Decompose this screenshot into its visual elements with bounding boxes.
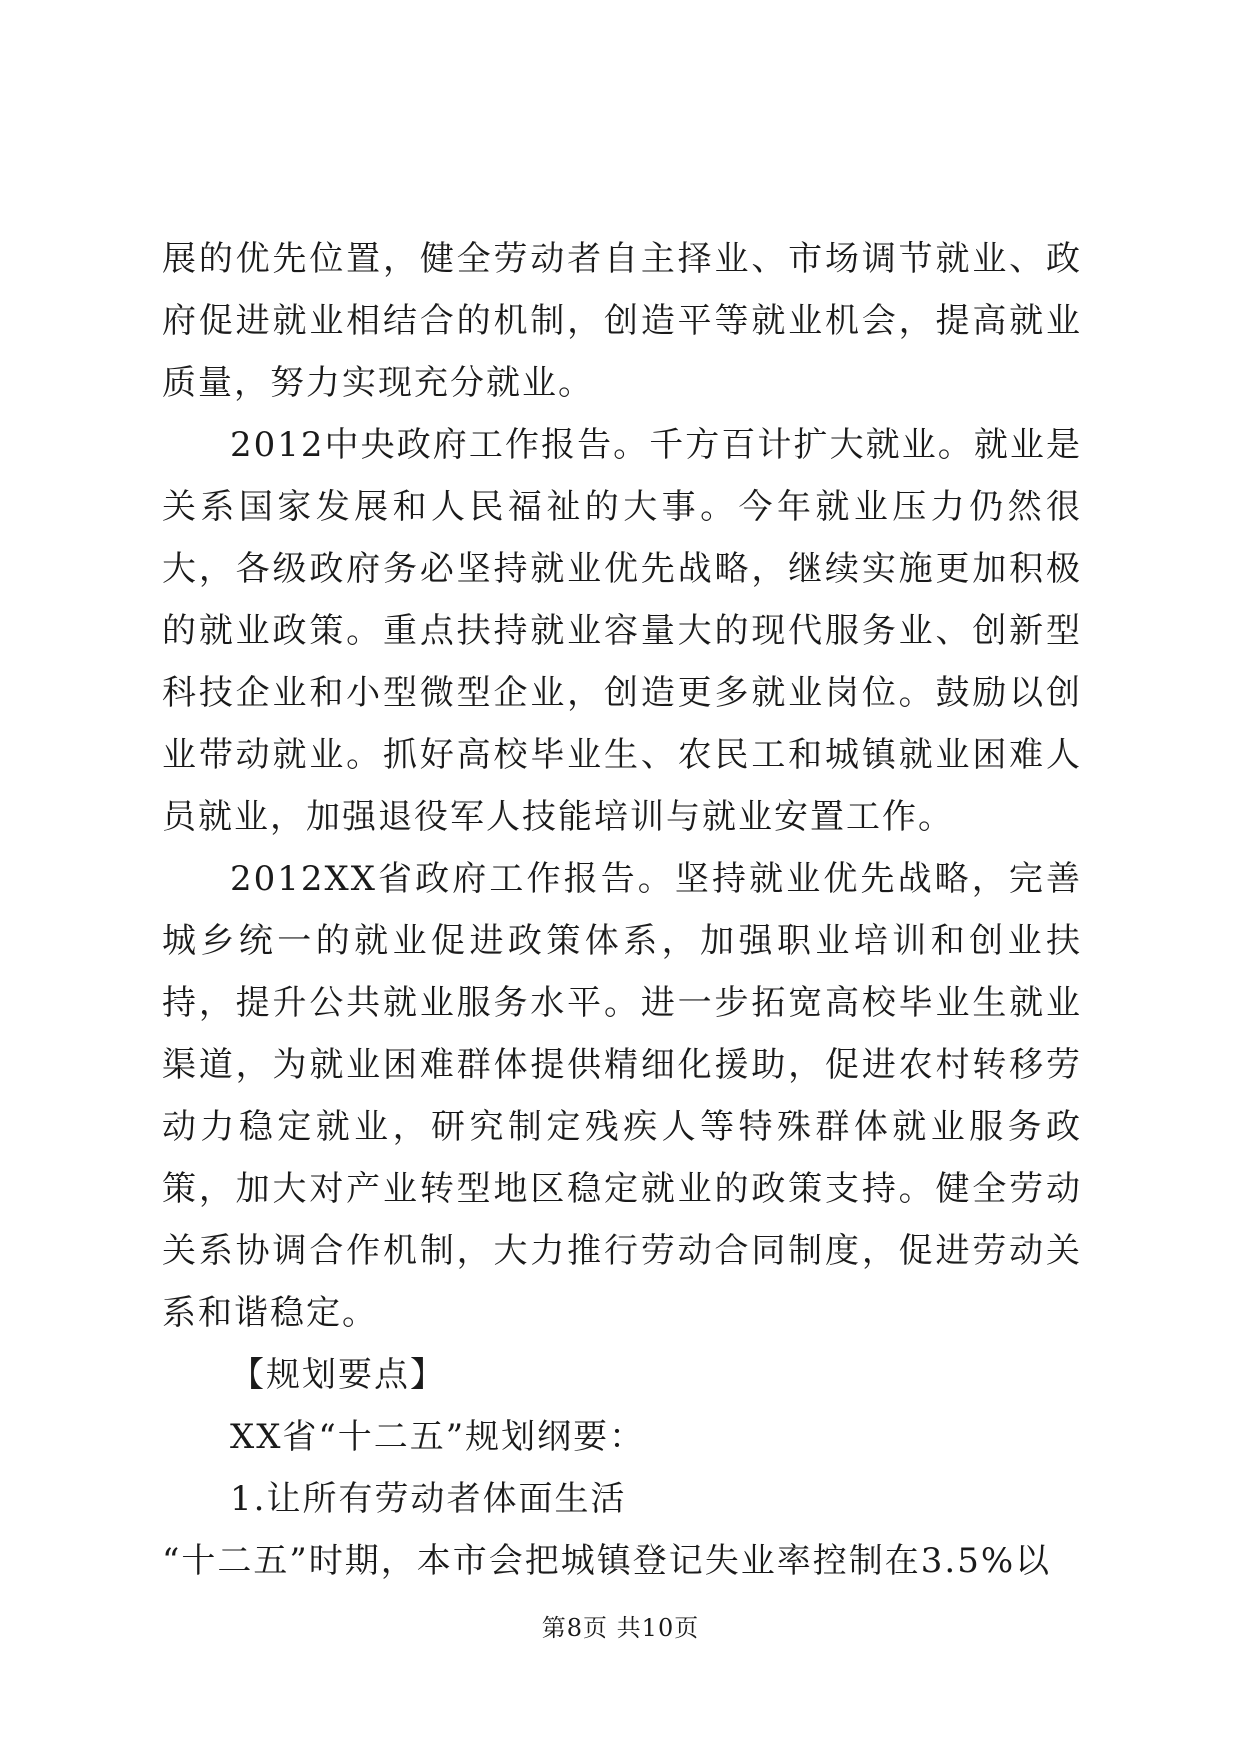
paragraph-central-government-report: 2012中央政府工作报告。千方百计扩大就业。就业是关系国家发展和人民福祉的大事。今年就业压力仍然很大，各级政府务必坚持就业优先战略，继续实施更加积极的就业政策。重点扶持就业容量大的现代服务业、创新型科技企业和小型微型企业，创造更多就业岗位。鼓励以创业带动就业。抓好高校毕业生、农民工和城镇就业困难人员就业，加强退役军人技能培训与就业安置工作。 [162,425,1082,837]
paragraph-provincial-government-report: 2012XX省政府工作报告。坚持就业优先战略，完善城乡统一的就业促进政策体系，加强职业培训和创业扶持，提升公共就业服务水平。进一步拓宽高校毕业生就业渠道，为就业困难群体提供精细化援助，促进农村转移劳动力稳定就业，研究制定残疾人等特殊群体就业服务政策，加大对产业转型地区稳定就业的政策支持。健全劳动关系协调合作机制，大力推行劳动合同制度，促进劳动关系和谐稳定。 [162,859,1082,1333]
page-footer: 第8页 共10页 [541,1614,700,1642]
list-item-1: 1.让所有劳动者体面生活 [230,1479,627,1519]
paragraph-continued: 展的优先位置，健全劳动者自主择业、市场调节就业、政府促进就业相结合的机制，创造平等就业机会，提高就业质量，努力实现充分就业。 [162,239,1082,403]
section-heading-planning-points: 【规划要点】 [230,1355,446,1395]
paragraph-unemployment-target: “十二五”时期，本市会把城镇登记失业率控制在3.5%以 [162,1541,1052,1581]
document-body [162,228,1082,1592]
paragraph-planning-outline: XX省“十二五”规划纲要： [230,1417,646,1457]
